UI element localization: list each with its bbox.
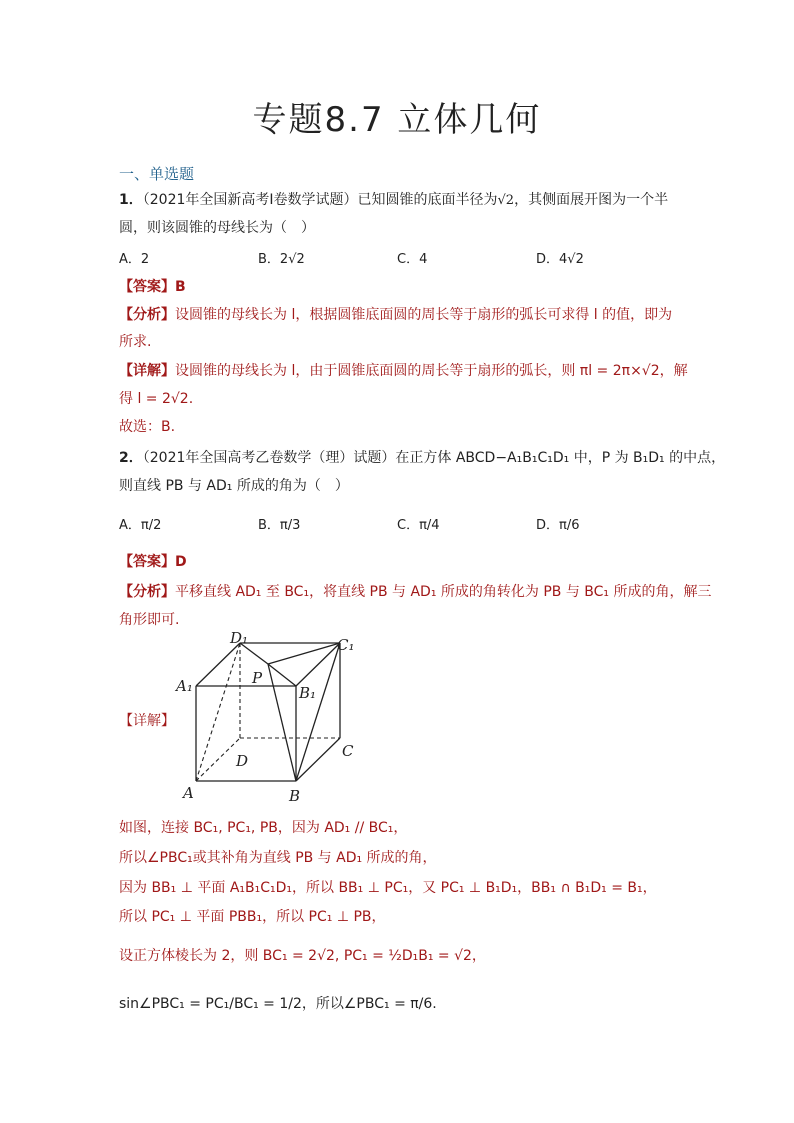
q2-analysis-label: 【分析】 [119,584,175,600]
q2-step-6: sin∠PBC₁ = PC₁/BC₁ = 1/2，所以∠PBC₁ = π/6. [119,996,437,1012]
q1-detail-line2: 得 l = 2√2. [119,391,194,407]
q2-step-3: 因为 BB₁ ⊥ 平面 A₁B₁C₁D₁，所以 BB₁ ⊥ PC₁，又 PC₁ ⊥ B₁D₁，BB₁ ∩ B₁D₁ = B₁， [119,880,657,896]
q1-detail-label: 【详解】 [119,363,175,379]
label-b: B [289,787,301,805]
q2-stem-line1 [119,447,725,467]
q2-option-c: C．π/4 [397,518,440,533]
q1-text-a: 已知圆锥的底面半径为 [357,192,498,208]
q1-analysis-label: 【分析】 [119,307,175,323]
q2-answer-label: 【答案】 [119,554,175,570]
q2-step-2: 所以∠PBC₁或其补角为直线 PB 与 AD₁ 所成的角， [119,850,437,866]
q1-analysis-text1: 设圆锥的母线长为 l，根据圆锥底面圆的周长等于扇形的弧长可求得 l 的值，即为 [175,307,673,323]
q2-step-4: 所以 PC₁ ⊥ 平面 PBB₁，所以 PC₁ ⊥ PB， [119,909,386,925]
q2-analysis-line1 [119,581,711,601]
q2-option-d: D．π/6 [536,518,580,533]
cube-figure [174,628,374,808]
label-c: C [342,742,354,760]
q2-option-a: A．π/2 [119,518,162,533]
q2-step-1: 如图，连接 BC₁, PC₁, PB，因为 AD₁ // BC₁， [119,820,408,836]
page-title: 专题8.7 立体几何 [252,100,542,140]
q1-stem-line1 [119,189,668,209]
q1-detail-text1: 设圆锥的母线长为 l，由于圆锥底面圆的周长等于扇形的弧长，则 πl = 2π×√2，解 [175,363,688,379]
q2-option-b: B．π/3 [258,518,301,533]
q2-number: 2． [119,450,143,466]
q1-answer [119,276,186,296]
q2-step-5: 设正方体棱长为 2，则 BC₁ = 2√2, PC₁ = ½D₁B₁ = √2， [119,948,486,964]
label-d1: D₁ [230,629,249,647]
q2-text-a: 在正方体 ABCD−A₁B₁C₁D₁ 中，P 为 B₁D₁ 的中点， [395,450,726,466]
q1-answer-label: 【答案】 [119,279,175,295]
label-a1: A₁ [176,677,193,695]
q1-analysis-line2: 所求. [119,334,152,350]
q2-analysis-line2: 角形即可. [119,612,180,628]
q1-option-a: A．2 [119,252,150,267]
q1-number: 1． [119,192,143,208]
q1-text-b: ，其侧面展开图为一个半 [514,192,669,208]
q1-answer-value: B [175,279,186,295]
label-d: D [236,752,249,770]
q1-option-b: B．2√2 [258,252,305,267]
label-p: P [252,669,263,687]
q1-radius: √2 [497,193,515,208]
q1-analysis-line1 [119,304,672,324]
q1-stem-line2: 圆，则该圆锥的母线长为（ ） [119,220,315,236]
label-a: A [183,784,194,802]
q2-answer-value: D [175,554,187,570]
q1-source: （2021年全国新高考Ⅰ卷数学试题） [142,192,358,208]
segment-pb [268,664,296,781]
q2-detail-label: 【详解】 [119,713,175,729]
q2-source: （2021年全国高考乙卷数学（理）试题） [142,450,396,466]
label-b1: B₁ [299,684,317,702]
q1-detail-line1 [119,360,688,380]
q2-stem-line2: 则直线 PB 与 AD₁ 所成的角为（ ） [119,478,349,494]
label-c1: C₁ [337,636,355,654]
q2-answer [119,551,187,571]
section-heading: 一、单选题 [119,165,195,183]
q1-option-d: D．4√2 [536,252,584,267]
q1-choose: 故选：B. [119,419,176,435]
q1-option-c: C．4 [397,252,428,267]
q2-analysis-text1: 平移直线 AD₁ 至 BC₁，将直线 PB 与 AD₁ 所成的角转化为 PB 与 BC₁ 所成的角，解三 [175,584,712,600]
